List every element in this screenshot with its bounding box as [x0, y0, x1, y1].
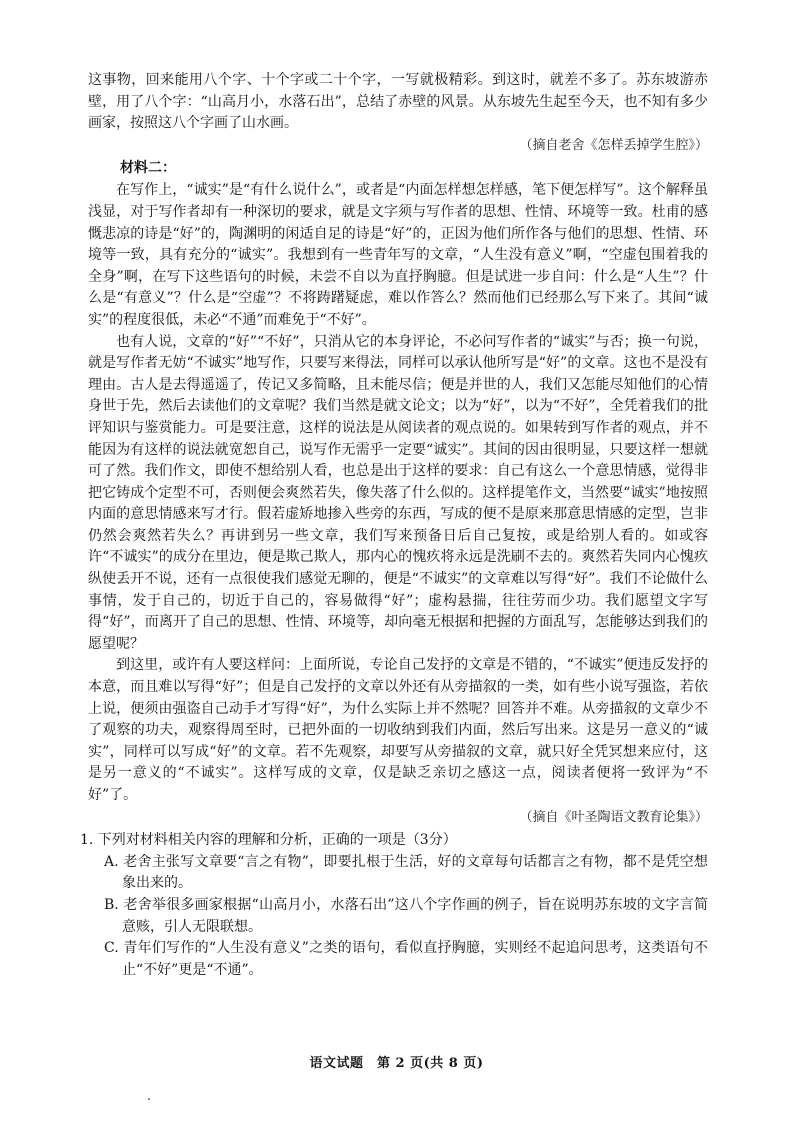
material1-paragraph: 这事物，回来能用八个字、十个字或二十个字，一写就极精彩。到这时，就差不多了。苏东坡游赤壁，用了八个字：“山高月小，水落石出”，总结了赤壁的风景。从东坡先生起至今天，也不知有多少画家，按照这八个字画了山水画。 — [88, 72, 708, 132]
option-b: B. 老舍举很多画家根据“山高月小，水落石出”这八个字作画的例子，旨在说明苏东坡的文字言简意赅，引人无限联想。 — [104, 896, 708, 935]
material2-paragraph-1: 在写作上，“诚实”是“有什么说什么”，或者是“内面怎样想怎样感，笔下便怎样写”。这个解释虽浅显，对于写作者却有一种深切的要求，就是文字须与写作者的思想、性情、环境等一致。杜甫的感慨悲凉的诗是“好”的，陶渊明的闲适自足的诗是“好”的，正因为他们所作各与他们的思想、性情、环境等一致，具有充分的“诚实”。我想到有一些青年写的文章，“人生没有意义”啊，“空虚包围着我的全身”啊，在写下这些语句的时候，未尝不自以为直抒胸臆。但是试进一步自问：什么是“人生”？什么是“有意义”？什么是“空虚”？不将踌躇疑虑，难以作答么？然而他们已经那么写下来了。其间“诚实”的程度很低，未必“不通”而难免于“不好”。 — [88, 182, 708, 328]
material2-paragraph-2: 也有人说，文章的“好”“不好”，只消从它的本身评论，不必问写作者的“诚实”与否；换一句说，就是写作者无妨“不诚实”地写作，只要写来得法，同样可以承认他所写是“好”的文章。这也不是没有理由。古人是去得遥遥了，传记又多简略，且未能尽信；便是并世的人，我们又怎能尽知他们的心情身世于先，然后去读他们的文章呢？我们当然是就文论文；以为“好”，以为“不好”，全凭着我们的批评知识与鉴赏能力。可是要注意，这样的说法是从阅读者的观点说的。如果转到写作者的观点，并不能因为有这样的说法就宽恕自己，说写作无需乎一定要“诚实”。其间的因由很明显，只要这样一想就可了然。我们作文，即使不想给别人看，也总是出于这样的要求：自己有这么一个意思情感，觉得非把它铸成个定型不可，否则便会爽然若失，像失落了什么似的。这样提笔作文，当然要“诚实”地按照内面的意思情感来写才行。假若虚矫地掺入些旁的东西，写成的便不是原来那意思情感的定型，岂非仍然会爽然若失么？再讲到另一些文章，我们写来预备日后自己复按，或是给别人看的。如或容许“不诚实”的成分在里边，便是欺己欺人，那内心的愧疚将永远是洗刷不去的。爽然若失同内心愧疚纵使丢开不说，还有一点很使我们感觉无聊的，便是“不诚实”的文章难以写得“好”。我们不论做什么事情，发于自己的，切近于自己的，容易做得“好”；虚构悬揣，往往劳而少功。我们愿望文字写得“好”，而离开了自己的思想、性情、环境等，却向毫无根据和把握的方面乱写，怎能够达到我们的愿望呢？ — [88, 333, 708, 652]
page-footer: 语文试题 第 2 页(共 8 页) — [309, 1056, 484, 1071]
material2-source: （摘自《叶圣陶语文教育论集》） — [519, 809, 708, 825]
material2-title: 材料二： — [120, 160, 176, 177]
material1-source: （摘自老舍《怎样丢掉学生腔》） — [519, 137, 708, 153]
scan-speck — [148, 1098, 150, 1100]
material2-paragraph-3: 到这里，或许有人要这样问：上面所说，专论自己发抒的文章是不错的，“不诚实”便违反发抒的本意，而且难以写得“好”；但是自己发抒的文章以外还有从旁描叙的一类，如有些小说写强盗，若依上说，便须由强盗自己动手才写得“好”，为什么实际上并不然呢？回答并不难。从旁描叙的文章少不了观察的功夫，观察得周至时，已把外面的一切收纳到我们内面，然后写出来。这是另一意义的“诚实”，同样可以写成“好”的文章。若不先观察，却要写从旁描叙的文章，就只好全凭冥想来应付，这是另一意义的“不诚实”。这样写成的文章，仅是缺乏亲切之感这一点，阅读者便将一致评为“不好”了。 — [88, 657, 708, 803]
question-stem-text: 1. 下列对材料相关内容的理解和分析，正确的一项是（3分） — [80, 832, 457, 849]
question-1-stem — [80, 830, 708, 852]
option-a: A. 老舍主张写文章要“言之有物”，即要扎根于生活，好的文章每句话都言之有物，都不是凭空想象出来的。 — [104, 853, 708, 892]
exam-page — [80, 70, 708, 981]
option-c: C. 青年们写作的“人生没有意义”之类的语句，看似直抒胸臆，实则经不起追问思考，这类语句不止“不好”更是“不通”。 — [104, 940, 708, 978]
